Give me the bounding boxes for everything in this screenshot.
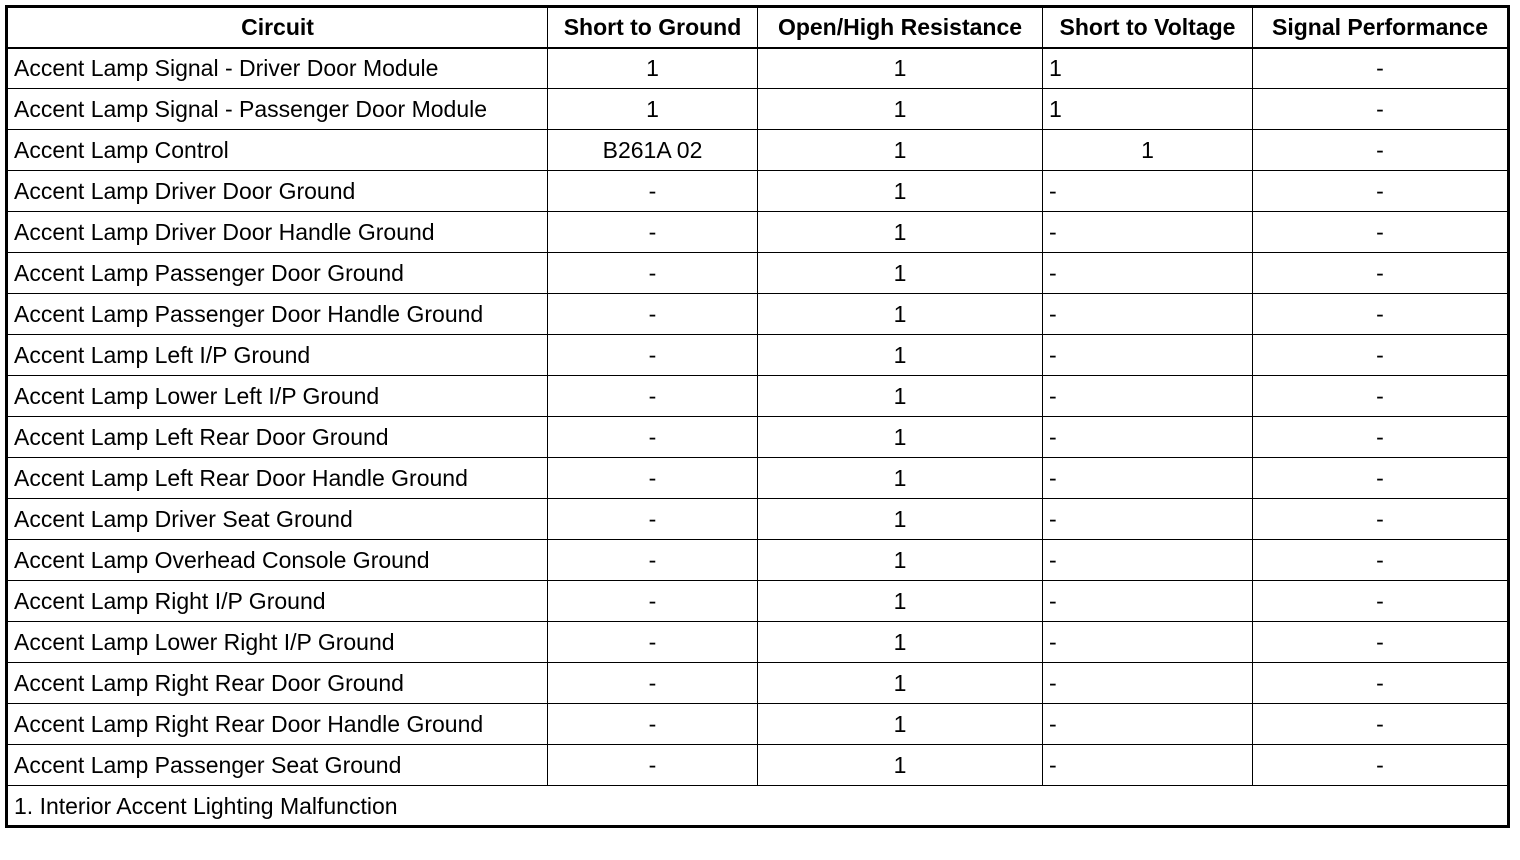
cell-short-to-ground: -: [548, 253, 758, 294]
cell-open-high-resistance: 1: [758, 540, 1043, 581]
cell-open-high-resistance: 1: [758, 745, 1043, 786]
cell-signal-performance: -: [1253, 704, 1509, 745]
cell-short-to-voltage: -: [1043, 458, 1253, 499]
cell-circuit: Accent Lamp Lower Left I/P Ground: [7, 376, 548, 417]
cell-signal-performance: -: [1253, 417, 1509, 458]
cell-signal-performance: -: [1253, 376, 1509, 417]
cell-open-high-resistance: 1: [758, 417, 1043, 458]
cell-circuit: Accent Lamp Left I/P Ground: [7, 335, 548, 376]
table-body: [7, 48, 1509, 786]
cell-circuit: Accent Lamp Driver Door Ground: [7, 171, 548, 212]
cell-signal-performance: -: [1253, 253, 1509, 294]
cell-circuit: Accent Lamp Signal - Driver Door Module: [7, 48, 548, 89]
cell-short-to-ground: -: [548, 704, 758, 745]
cell-circuit: Accent Lamp Driver Seat Ground: [7, 499, 548, 540]
header-short-to-ground: Short to Ground: [548, 7, 758, 48]
table-row: [7, 745, 1509, 786]
cell-signal-performance: -: [1253, 458, 1509, 499]
cell-short-to-voltage: -: [1043, 745, 1253, 786]
cell-open-high-resistance: 1: [758, 622, 1043, 663]
cell-short-to-ground: -: [548, 171, 758, 212]
table-row: [7, 89, 1509, 130]
cell-open-high-resistance: 1: [758, 499, 1043, 540]
cell-circuit: Accent Lamp Signal - Passenger Door Module: [7, 89, 548, 130]
cell-short-to-voltage: -: [1043, 376, 1253, 417]
table-row: [7, 130, 1509, 171]
cell-short-to-voltage: -: [1043, 581, 1253, 622]
cell-open-high-resistance: 1: [758, 89, 1043, 130]
cell-signal-performance: -: [1253, 581, 1509, 622]
circuit-fault-table: [5, 5, 1510, 828]
table-row: [7, 294, 1509, 335]
cell-circuit: Accent Lamp Right I/P Ground: [7, 581, 548, 622]
cell-open-high-resistance: 1: [758, 335, 1043, 376]
cell-short-to-voltage: 1: [1043, 48, 1253, 89]
cell-signal-performance: -: [1253, 499, 1509, 540]
cell-circuit: Accent Lamp Overhead Console Ground: [7, 540, 548, 581]
cell-short-to-ground: -: [548, 540, 758, 581]
cell-signal-performance: -: [1253, 171, 1509, 212]
footnote-row: [7, 786, 1509, 827]
cell-short-to-voltage: 1: [1043, 130, 1253, 171]
cell-short-to-voltage: -: [1043, 171, 1253, 212]
cell-short-to-ground: -: [548, 499, 758, 540]
cell-open-high-resistance: 1: [758, 294, 1043, 335]
cell-short-to-voltage: -: [1043, 212, 1253, 253]
cell-open-high-resistance: 1: [758, 458, 1043, 499]
table-row: [7, 376, 1509, 417]
cell-open-high-resistance: 1: [758, 212, 1043, 253]
table-row: [7, 663, 1509, 704]
cell-signal-performance: -: [1253, 540, 1509, 581]
cell-short-to-voltage: -: [1043, 335, 1253, 376]
cell-signal-performance: -: [1253, 622, 1509, 663]
table-row: [7, 212, 1509, 253]
cell-circuit: Accent Lamp Left Rear Door Ground: [7, 417, 548, 458]
header-circuit: Circuit: [7, 7, 548, 48]
cell-short-to-ground: 1: [548, 89, 758, 130]
cell-short-to-voltage: 1: [1043, 89, 1253, 130]
cell-short-to-ground: -: [548, 745, 758, 786]
cell-open-high-resistance: 1: [758, 704, 1043, 745]
cell-short-to-ground: -: [548, 294, 758, 335]
cell-short-to-ground: 1: [548, 48, 758, 89]
cell-short-to-ground: -: [548, 335, 758, 376]
table-row: [7, 704, 1509, 745]
table-row: [7, 622, 1509, 663]
table-row: [7, 458, 1509, 499]
table-row: [7, 417, 1509, 458]
cell-short-to-ground: -: [548, 212, 758, 253]
cell-short-to-ground: -: [548, 458, 758, 499]
cell-short-to-voltage: -: [1043, 417, 1253, 458]
cell-signal-performance: -: [1253, 48, 1509, 89]
table-row: [7, 581, 1509, 622]
cell-circuit: Accent Lamp Driver Door Handle Ground: [7, 212, 548, 253]
cell-signal-performance: -: [1253, 745, 1509, 786]
table-row: [7, 335, 1509, 376]
cell-short-to-voltage: -: [1043, 622, 1253, 663]
cell-open-high-resistance: 1: [758, 253, 1043, 294]
cell-circuit: Accent Lamp Lower Right I/P Ground: [7, 622, 548, 663]
cell-short-to-ground: B261A 02: [548, 130, 758, 171]
table-row: [7, 253, 1509, 294]
table-row: [7, 48, 1509, 89]
cell-short-to-voltage: -: [1043, 704, 1253, 745]
cell-signal-performance: -: [1253, 89, 1509, 130]
cell-signal-performance: -: [1253, 294, 1509, 335]
cell-short-to-voltage: -: [1043, 294, 1253, 335]
cell-circuit: Accent Lamp Left Rear Door Handle Ground: [7, 458, 548, 499]
cell-open-high-resistance: 1: [758, 48, 1043, 89]
cell-circuit: Accent Lamp Passenger Door Handle Ground: [7, 294, 548, 335]
cell-circuit: Accent Lamp Right Rear Door Ground: [7, 663, 548, 704]
cell-short-to-voltage: -: [1043, 540, 1253, 581]
cell-open-high-resistance: 1: [758, 581, 1043, 622]
cell-circuit: Accent Lamp Control: [7, 130, 548, 171]
table-row: [7, 540, 1509, 581]
cell-short-to-voltage: -: [1043, 663, 1253, 704]
cell-open-high-resistance: 1: [758, 130, 1043, 171]
header-open-high-resistance: Open/High Resistance: [758, 7, 1043, 48]
table-header-row: [7, 7, 1509, 48]
cell-open-high-resistance: 1: [758, 663, 1043, 704]
cell-short-to-ground: -: [548, 376, 758, 417]
footnote: 1. Interior Accent Lighting Malfunction: [7, 786, 1509, 827]
cell-open-high-resistance: 1: [758, 376, 1043, 417]
cell-signal-performance: -: [1253, 212, 1509, 253]
cell-circuit: Accent Lamp Right Rear Door Handle Ground: [7, 704, 548, 745]
cell-circuit: Accent Lamp Passenger Seat Ground: [7, 745, 548, 786]
header-signal-performance: Signal Performance: [1253, 7, 1509, 48]
cell-circuit: Accent Lamp Passenger Door Ground: [7, 253, 548, 294]
cell-short-to-ground: -: [548, 663, 758, 704]
cell-signal-performance: -: [1253, 663, 1509, 704]
cell-signal-performance: -: [1253, 335, 1509, 376]
cell-short-to-ground: -: [548, 581, 758, 622]
table-row: [7, 171, 1509, 212]
cell-short-to-voltage: -: [1043, 253, 1253, 294]
cell-signal-performance: -: [1253, 130, 1509, 171]
cell-short-to-ground: -: [548, 622, 758, 663]
cell-open-high-resistance: 1: [758, 171, 1043, 212]
header-short-to-voltage: Short to Voltage: [1043, 7, 1253, 48]
table-row: [7, 499, 1509, 540]
cell-short-to-ground: -: [548, 417, 758, 458]
cell-short-to-voltage: -: [1043, 499, 1253, 540]
